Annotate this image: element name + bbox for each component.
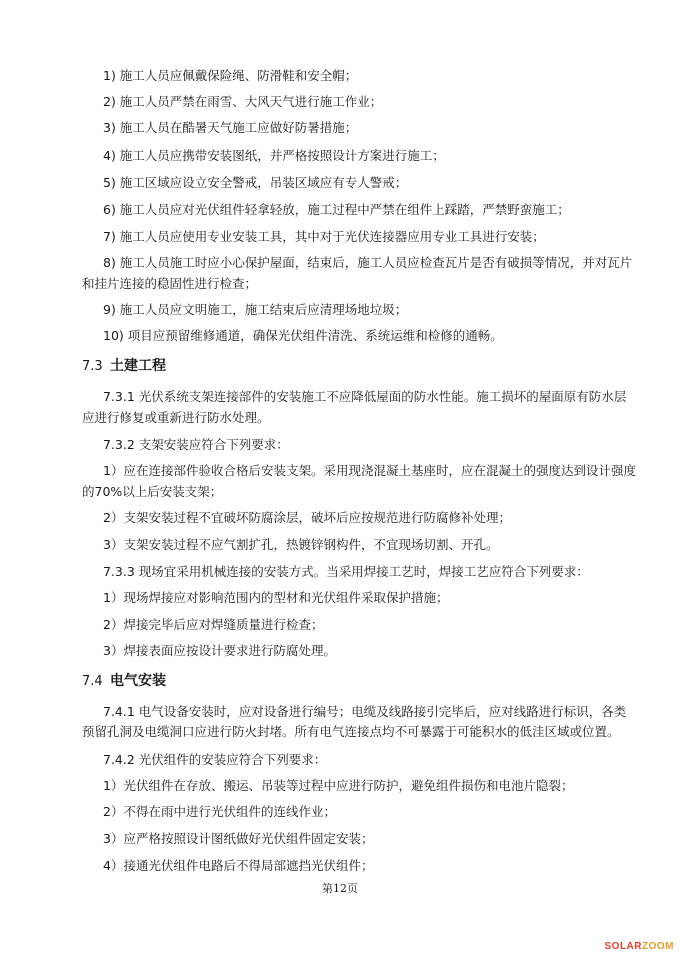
list-item: 10) 项目应预留维修通道，确保光伏组件清洗、系统运维和检修的通畅。 [103,328,503,343]
section-number: 7.4 [82,674,103,689]
list-item: 4）接通光伏组件电路后不得局部遮挡光伏组件； [103,858,374,873]
paragraph-line: 7.4.1 电气设备安装时，应对设备进行编号；电缆及线路接引完毕后，应对线路进行标识，各类 [103,704,627,719]
list-item: 2) 施工人员严禁在雨雪、大风天气进行施工作业； [103,94,383,109]
page-number: 第12页 [322,882,358,895]
list-item: 1）现场焊接应对影响范围内的型材和光伏组件采取保护措施； [103,590,449,605]
watermark-logo [605,941,675,952]
paragraph-line: 应进行修复或重新进行防水处理。 [82,410,270,425]
list-item: 2）不得在雨中进行光伏组件的连线作业； [103,804,336,819]
list-item: 4) 施工人员应携带安装图纸，并严格按照设计方案进行施工； [103,148,445,163]
section-heading-7-3 [82,358,166,375]
list-item: 7) 施工人员应使用专业安装工具，其中对于光伏连接器应用专业工具进行安装； [103,229,545,244]
clause-heading: 7.4.2 光伏组件的安装应符合下列要求： [103,752,327,767]
clause-heading: 7.3.3 现场宜采用机械连接的安装方式。当采用焊接工艺时，焊接工艺应符合下列要求： [103,564,589,579]
list-item: 2）支架安装过程不宜破坏防腐涂层，破坏后应按规范进行防腐修补处理； [103,510,511,525]
paragraph-line: 的70%以上后安装支架； [82,484,223,499]
list-item: 3) 施工人员在酷暑天气施工应做好防暑措施； [103,120,358,135]
section-title: 土建工程 [110,358,166,374]
paragraph-line: 1）应在连接部件验收合格后安装支架。采用现浇混凝土基座时，应在混凝土的强度达到设计强度 [103,463,636,478]
section-title: 电气安装 [110,673,166,689]
paragraph-line: 预留孔洞及电缆洞口应进行防火封堵。所有电气连接点均不可暴露于可能积水的低洼区域或位置。 [82,724,620,739]
section-number: 7.3 [82,359,103,374]
list-item: 2）焊接完毕后应对焊缝质量进行检查； [103,617,324,632]
list-item: 9) 施工人员应文明施工，施工结束后应清理场地垃圾； [103,302,408,317]
list-item: 6) 施工人员应对光伏组件轻拿轻放，施工过程中严禁在组件上踩踏，严禁野蛮施工； [103,202,570,217]
paragraph-line: 7.3.1 光伏系统支架连接部件的安装施工不应降低屋面的防水性能。施工损坏的屋面原有防水层 [103,389,627,404]
watermark-part: SOLAR [604,941,642,952]
list-item: 3）应严格按照设计图纸做好光伏组件固定安装； [103,831,374,846]
list-item: 1）光伏组件在存放、搬运、吊装等过程中应进行防护，避免组件损伤和电池片隐裂； [103,778,574,793]
section-heading-7-4 [82,673,166,690]
list-item: 3）支架安装过程不应气割扩孔，热镀锌钢构件，不宜现场切割、开孔。 [103,537,499,552]
list-item: 5) 施工区域应设立安全警戒，吊装区域应有专人警戒； [103,175,408,190]
watermark-part: ZOOM [642,941,674,952]
clause-heading: 7.3.2 支架安装应符合下列要求： [103,437,289,452]
list-item: 8) 施工人员施工时应小心保护屋面，结束后，施工人员应检查瓦片是否有破损等情况，并对瓦片 [103,255,633,270]
list-item-continuation: 和挂片连接的稳固性进行检查； [82,276,258,291]
list-item: 3）焊接表面应按设计要求进行防腐处理。 [103,643,336,658]
list-item: 1) 施工人员应佩戴保险绳、防滑鞋和安全帽； [103,68,358,83]
